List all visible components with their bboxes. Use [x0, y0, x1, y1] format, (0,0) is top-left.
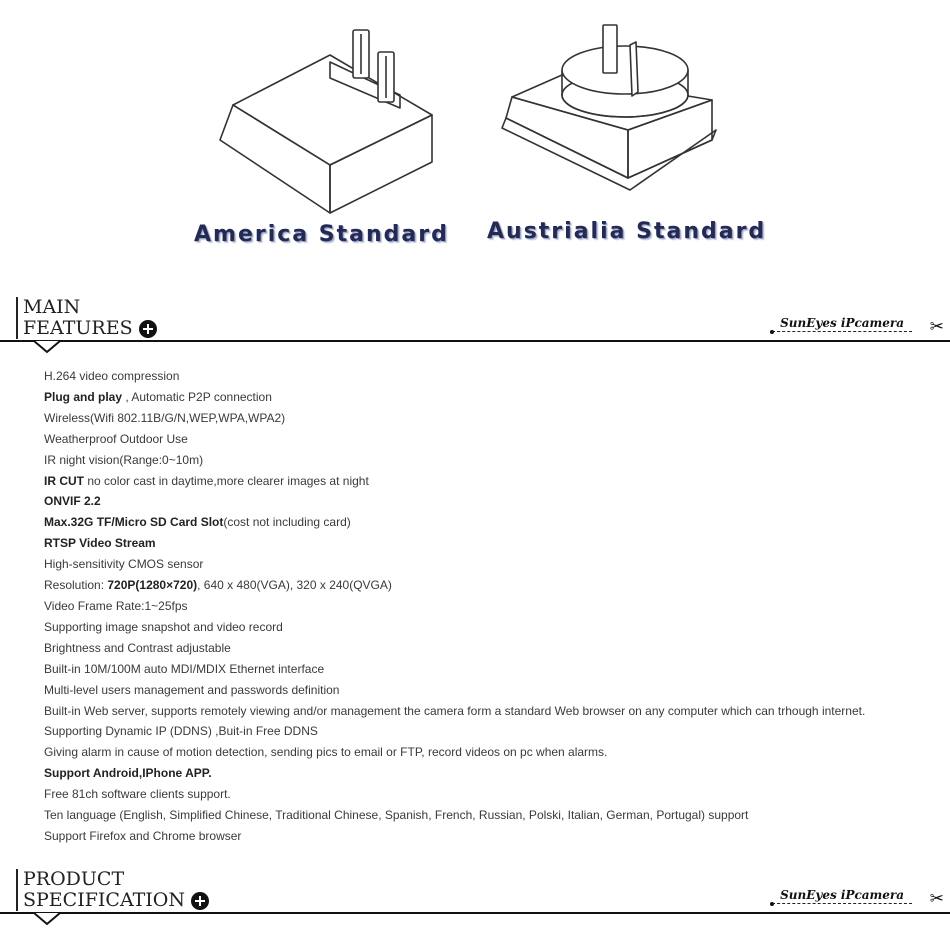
feature-item: Supporting Dynamic IP (DDNS) ,Buit-in Free DDNS	[44, 724, 318, 739]
pointer-notch-icon	[34, 912, 64, 926]
feature-item: Built-in Web server, supports remotely viewing and/or management the camera form a standard Web browser on any computer which can trhough internet.	[44, 703, 866, 718]
america-plug-icon	[220, 30, 432, 213]
plug-illustrations	[0, 0, 950, 280]
feature-item: Wireless(Wifi 802.11B/G/N,WEP,WPA,WPA2)	[44, 410, 286, 425]
header-divider	[0, 340, 950, 342]
product-spec-title: PRODUCT SPECIFICATION	[23, 869, 209, 911]
feature-item: ONVIF 2.2	[44, 494, 101, 509]
scissors-icon: ✂	[929, 889, 944, 908]
feature-item: Resolution: 720P(1280×720), 640 x 480(VGA), 320 x 240(QVGA)	[44, 578, 392, 593]
feature-item: IR CUT no color cast in daytime,more clearer images at night	[44, 473, 369, 488]
expand-plus-icon[interactable]	[191, 892, 209, 910]
feature-item: Ten language (English, Simplified Chinese, Traditional Chinese, Spanish, French, Russian, Polski, Italian, German, Portugal) support	[44, 808, 749, 823]
main-features-header	[0, 297, 950, 357]
feature-item: Max.32G TF/Micro SD Card Slot(cost not including card)	[44, 515, 351, 530]
feature-item: Weatherproof Outdoor Use	[44, 431, 188, 446]
main-features-title: MAIN FEATURES	[23, 297, 157, 339]
scissors-icon: ✂	[929, 317, 944, 336]
australia-standard-label: Austrialia Standard	[487, 219, 767, 244]
header-divider	[0, 912, 950, 914]
pointer-notch-icon	[34, 340, 64, 354]
feature-item: High-sensitivity CMOS sensor	[44, 557, 204, 572]
feature-item: Built-in 10M/100M auto MDI/MDIX Ethernet interface	[44, 661, 325, 676]
feature-list	[44, 366, 865, 847]
feature-item: Plug and play , Automatic P2P connection	[44, 389, 272, 404]
feature-item: RTSP Video Stream	[44, 536, 156, 551]
feature-item: IR night vision(Range:0~10m)	[44, 452, 204, 467]
feature-item: Support Firefox and Chrome browser	[44, 828, 242, 843]
product-spec-header	[0, 869, 950, 929]
feature-item: Video Frame Rate:1~25fps	[44, 598, 188, 613]
australia-plug-icon	[502, 25, 716, 190]
feature-item: H.264 video compression	[44, 369, 180, 383]
feature-item: Giving alarm in cause of motion detection, sending pics to email or FTP, record videos on pc when alarms.	[44, 745, 608, 760]
brand-tag: SunEyes iPcamera	[772, 888, 912, 904]
feature-item: Support Android,IPhone APP.	[44, 766, 212, 781]
brand-tag: SunEyes iPcamera	[772, 316, 912, 332]
feature-item: Multi-level users management and passwords definition	[44, 682, 340, 697]
feature-item: Free 81ch software clients support.	[44, 787, 231, 802]
america-standard-label: America Standard	[194, 222, 449, 247]
expand-plus-icon[interactable]	[139, 320, 157, 338]
feature-item: Brightness and Contrast adjustable	[44, 640, 231, 655]
feature-item: Supporting image snapshot and video record	[44, 619, 283, 634]
